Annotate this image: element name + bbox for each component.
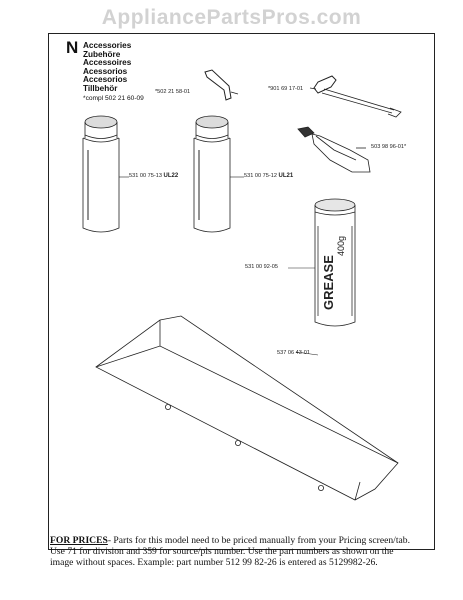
spray-can-ul21-illustration (194, 116, 230, 232)
pricing-note-line-2: Use 71 for division and 359 for source/pls number. Use the part numbers as shown on the (50, 546, 394, 558)
section-letter: N (66, 38, 79, 57)
pricing-note (50, 535, 450, 569)
part-number-guard: 537 06 43-01 (277, 350, 310, 356)
title-sv: Tillbehör (83, 83, 118, 93)
title-fr: Accessoires (83, 58, 132, 68)
pricing-note-line-3: image without spaces. Example: part number 512 99 82-26 is entered as 5129982-26. (50, 557, 378, 569)
hex-key-wrench-illustration (205, 70, 238, 100)
part-number-spark-wrench: *901 69 17-01 (268, 86, 304, 92)
grease-weight: 400g (336, 235, 346, 256)
spray-can-ul22-illustration (83, 116, 119, 232)
pricing-note-line-1-text: - Parts for this model need to be priced manually from your Pricing screen/tab. (107, 535, 410, 546)
title-en: Accessories (83, 41, 132, 50)
pricing-note-line-1 (50, 535, 450, 546)
pricing-note-heading: FOR PRICES (50, 535, 108, 546)
spray-ul22-code: UL22 (163, 173, 179, 179)
spray-ul21-code: UL21 (278, 173, 294, 179)
spark-plug-wrench-illustration (310, 76, 401, 117)
watermark: AppliancePartsPros.com (101, 6, 362, 29)
part-number-spray-ul22 (129, 173, 178, 179)
title-es: Accesorios (83, 75, 128, 85)
grease-tube-illustration (298, 127, 370, 172)
bar-guard-illustration (96, 316, 398, 500)
spray-ul22-number: 531 00 75-13 (129, 173, 162, 179)
compl-part-number: *compl 502 21 60-09 (83, 94, 144, 102)
grease-label: GREASE (321, 255, 336, 310)
part-number-wrench: *502 21 58-01 (155, 89, 191, 95)
part-number-grease: 531 00 92-05 (245, 264, 278, 270)
title-de: Zubehöre (83, 49, 121, 59)
part-number-tube: 503 98 96-01* (371, 144, 407, 150)
part-number-spray-ul21 (244, 173, 293, 179)
title-pt: Acessorios (83, 66, 128, 76)
spray-ul21-number: 531 00 75-12 (244, 173, 277, 179)
